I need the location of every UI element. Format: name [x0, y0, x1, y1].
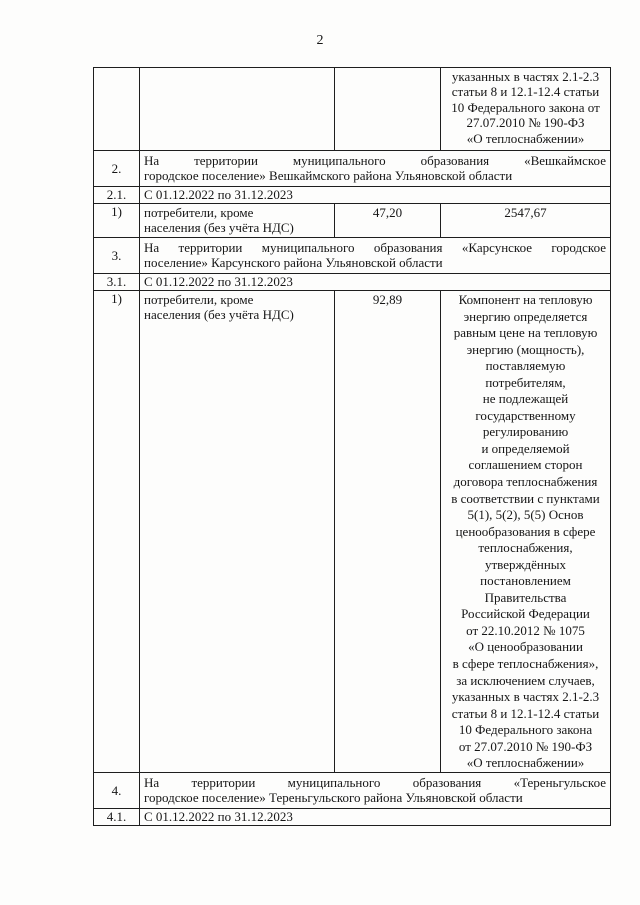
period-row-3-1: [94, 274, 611, 291]
consumer-cell: [140, 204, 335, 238]
note-line: энергию определяется: [463, 308, 588, 324]
note-line: от 22.10.2012 № 1075: [466, 622, 585, 638]
note-line: энергию (мощность),: [466, 341, 585, 357]
note-line: договора теплоснабжения: [453, 474, 598, 490]
consumer-line: потребители, кроме: [144, 292, 254, 307]
note-line: и определяемой: [481, 440, 570, 456]
section-number: 4.: [94, 772, 140, 808]
note-line: в сфере теплоснабжения»,: [452, 656, 599, 672]
period-row-4-1: [94, 808, 611, 825]
tariff-value: 2547,67: [441, 204, 611, 238]
note-line: не подлежащей: [482, 391, 569, 407]
note-line: «О теплоснабжении»: [466, 755, 585, 771]
section-title-line: На территории муниципального образования «Тереньгульское: [144, 774, 606, 790]
consumer-line: населения (без учёта НДС): [144, 307, 294, 323]
consumer-cell: [140, 291, 335, 773]
section-number: 2.: [94, 151, 140, 187]
consumer-line: потребители, кроме: [144, 205, 254, 220]
note-line: 10 Федерального закона от: [451, 99, 600, 115]
period-number: 4.1.: [94, 808, 140, 825]
continuation-note-cell: [441, 68, 611, 151]
consumer-line: населения (без учёта НДС): [144, 220, 294, 236]
note-line: соглашением сторон: [468, 457, 583, 473]
tariff-value: 92,89: [335, 291, 441, 773]
period-text: С 01.12.2022 по 31.12.2023: [140, 808, 611, 825]
section-number: 3.: [94, 238, 140, 274]
note-line: ценообразования в сфере: [455, 523, 596, 539]
consumer-number: 1): [94, 291, 140, 773]
note-line: Компонент на тепловую: [458, 292, 593, 307]
section-title: [140, 151, 611, 187]
tariff-table: [93, 67, 611, 826]
section-title-line: городское поселение» Тереньгульского района Ульяновской области: [144, 790, 523, 806]
note-line: 5(1), 5(2), 5(5) Основ: [467, 507, 584, 523]
period-number: 2.1.: [94, 187, 140, 204]
continuation-value-cell: [335, 68, 441, 151]
tariff-value: 47,20: [335, 204, 441, 238]
note-line: равным цене на тепловую: [453, 325, 598, 341]
note-line: 27.07.2010 № 190-ФЗ: [466, 115, 585, 131]
note-line: статьи 8 и 12.1-12.4 статьи: [451, 705, 600, 721]
note-line: потребителям,: [485, 374, 566, 390]
section-title-line: На территории муниципального образования «Вешкаймское: [144, 153, 606, 168]
period-row-2-1: [94, 187, 611, 204]
note-line: от 27.07.2010 № 190-ФЗ: [458, 738, 593, 754]
note-line: «О ценообразовании: [468, 639, 583, 655]
note-line: государственному: [475, 407, 576, 423]
note-line: указанных в частях 2.1-2.3: [451, 69, 600, 84]
section-title-line: городское поселение» Вешкаймского района Ульяновской области: [144, 168, 513, 184]
note-line: 10 Федерального закона: [458, 722, 593, 738]
note-line: Правительства: [484, 589, 567, 605]
section-row-4: [94, 772, 611, 808]
note-line: поставляемую: [485, 358, 566, 374]
note-line: постановлением: [480, 573, 571, 589]
continuation-num-cell: [94, 68, 140, 151]
section-title: [140, 238, 611, 274]
note-line: «О теплоснабжении»: [466, 130, 585, 146]
continuation-consumer-cell: [140, 68, 335, 151]
period-text: С 01.12.2022 по 31.12.2023: [140, 274, 611, 291]
note-line: статьи 8 и 12.1-12.4 статьи: [451, 84, 600, 100]
consumer-row-2-1: [94, 204, 611, 238]
section-title-line: На территории муниципального образования «Карсунское городское: [144, 240, 606, 255]
note-cell: [441, 291, 611, 773]
note-line: регулированию: [482, 424, 569, 440]
period-text: С 01.12.2022 по 31.12.2023: [140, 187, 611, 204]
page-number: 2: [316, 33, 324, 48]
continuation-row: [94, 68, 611, 151]
note-line: утверждённых: [484, 556, 567, 572]
section-row-2: [94, 151, 611, 187]
note-line: в соответствии с пунктами: [451, 490, 600, 506]
note-line: указанных в частях 2.1-2.3: [451, 689, 600, 705]
period-number: 3.1.: [94, 274, 140, 291]
section-row-3: [94, 238, 611, 274]
consumer-row-3-1: [94, 291, 611, 773]
note-line: Российской Федерации: [461, 606, 590, 622]
section-title: [140, 772, 611, 808]
consumer-number: 1): [94, 204, 140, 238]
section-title-line: поселение» Карсунского района Ульяновской области: [144, 255, 443, 271]
note-line: теплоснабжения,: [478, 540, 573, 556]
note-line: за исключением случаев,: [456, 672, 595, 688]
